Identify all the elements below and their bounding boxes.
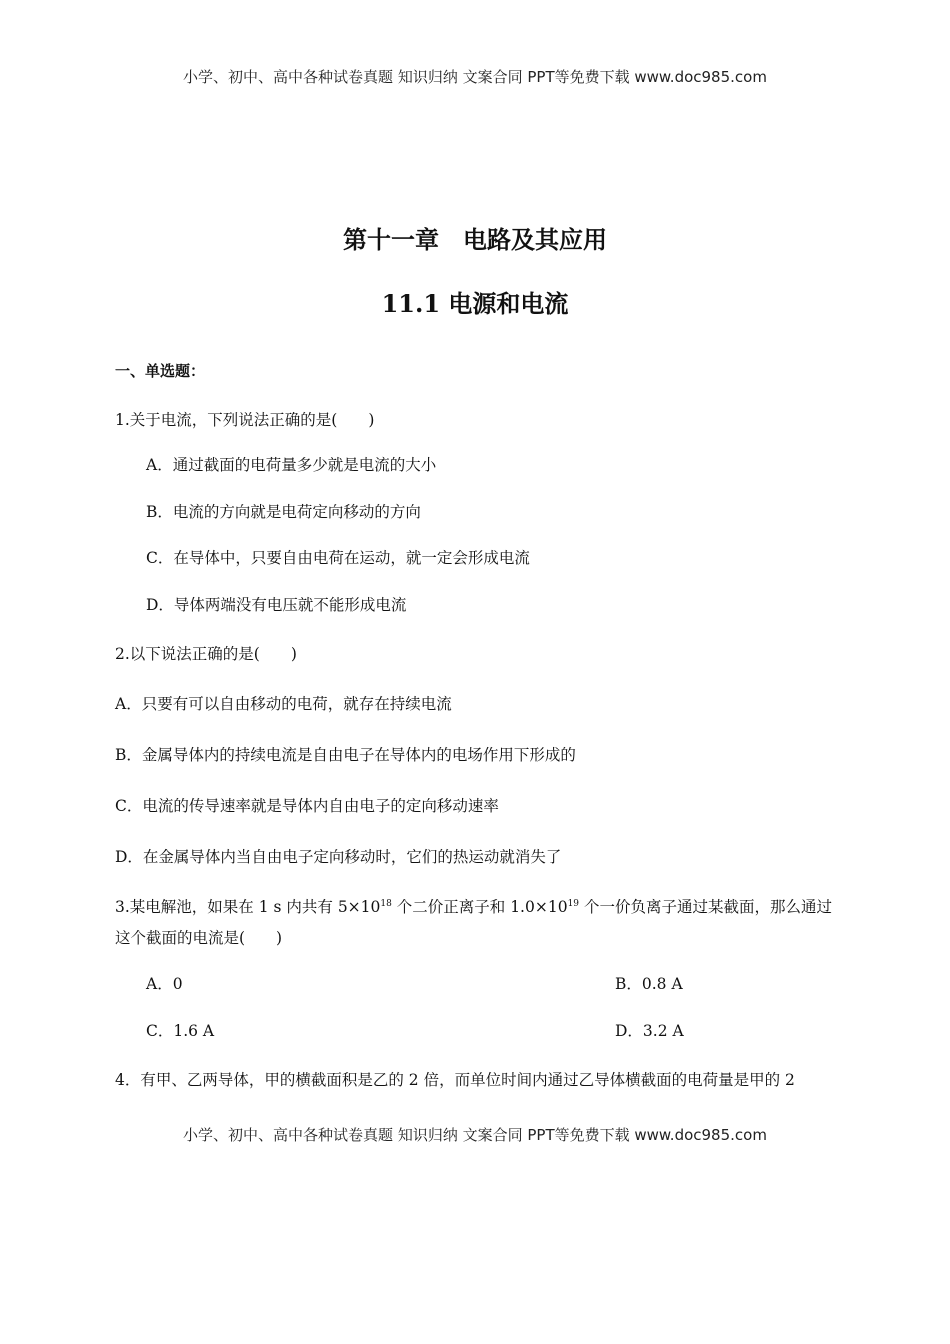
question-3-stem-line2: 这个截面的电流是( ) [115,929,283,947]
question-1-option-c: C．在导体中，只要自由电荷在运动，就一定会形成电流 [146,549,530,567]
question-1-option-a: A．通过截面的电荷量多少就是电流的大小 [146,456,437,474]
question-2-option-c: C．电流的传导速率就是导体内自由电子的定向移动速率 [115,797,499,815]
question-2-option-d: D．在金属导体内当自由电子定向移动时，它们的热运动就消失了 [115,848,562,866]
question-1-stem: 1.关于电流，下列说法正确的是( ) [115,411,375,429]
section-heading: 一、单选题： [115,362,206,380]
chapter-title: 第十一章 电路及其应用 [343,225,607,254]
q3-exponent-a: 18 [380,898,392,909]
question-1-option-b: B．电流的方向就是电荷定向移动的方向 [146,503,421,521]
question-2-stem: 2.以下说法正确的是( ) [115,645,297,663]
question-1-option-d: D．导体两端没有电压就不能形成电流 [146,596,407,614]
question-3-option-c: C．1.6 A [146,1022,215,1040]
question-3-stem-line1 [115,895,832,917]
q3-exponent-b: 19 [567,898,580,909]
question-3-option-a: A．0 [146,975,183,993]
question-2-option-b: B．金属导体内的持续电流是自由电子在导体内的电场作用下形成的 [115,746,576,764]
question-4-stem: 4．有甲、乙两导体，甲的横截面积是乙的 2 倍，而单位时间内通过乙导体横截面的电荷量是甲的 2 [115,1071,795,1089]
question-2-option-a: A．只要有可以自由移动的电荷，就存在持续电流 [115,695,452,713]
q3-text-c: 个一价负离子通过某截面，那么通过 [579,898,832,916]
q3-text-a: 3.某电解池，如果在 1 s 内共有 5×10 [115,898,381,916]
page-header: 小学、初中、高中各种试卷真题 知识归纳 文案合同 PPT等免费下载 www.doc985.com [183,68,767,86]
question-3-option-b: B．0.8 A [615,975,683,993]
q3-text-b: 个二价正离子和 1.0×10 [391,898,568,916]
question-3-option-d: D．3.2 A [615,1022,684,1040]
section-title: 11.1 电源和电流 [381,289,569,318]
page-footer: 小学、初中、高中各种试卷真题 知识归纳 文案合同 PPT等免费下载 www.doc985.com [183,1126,767,1144]
